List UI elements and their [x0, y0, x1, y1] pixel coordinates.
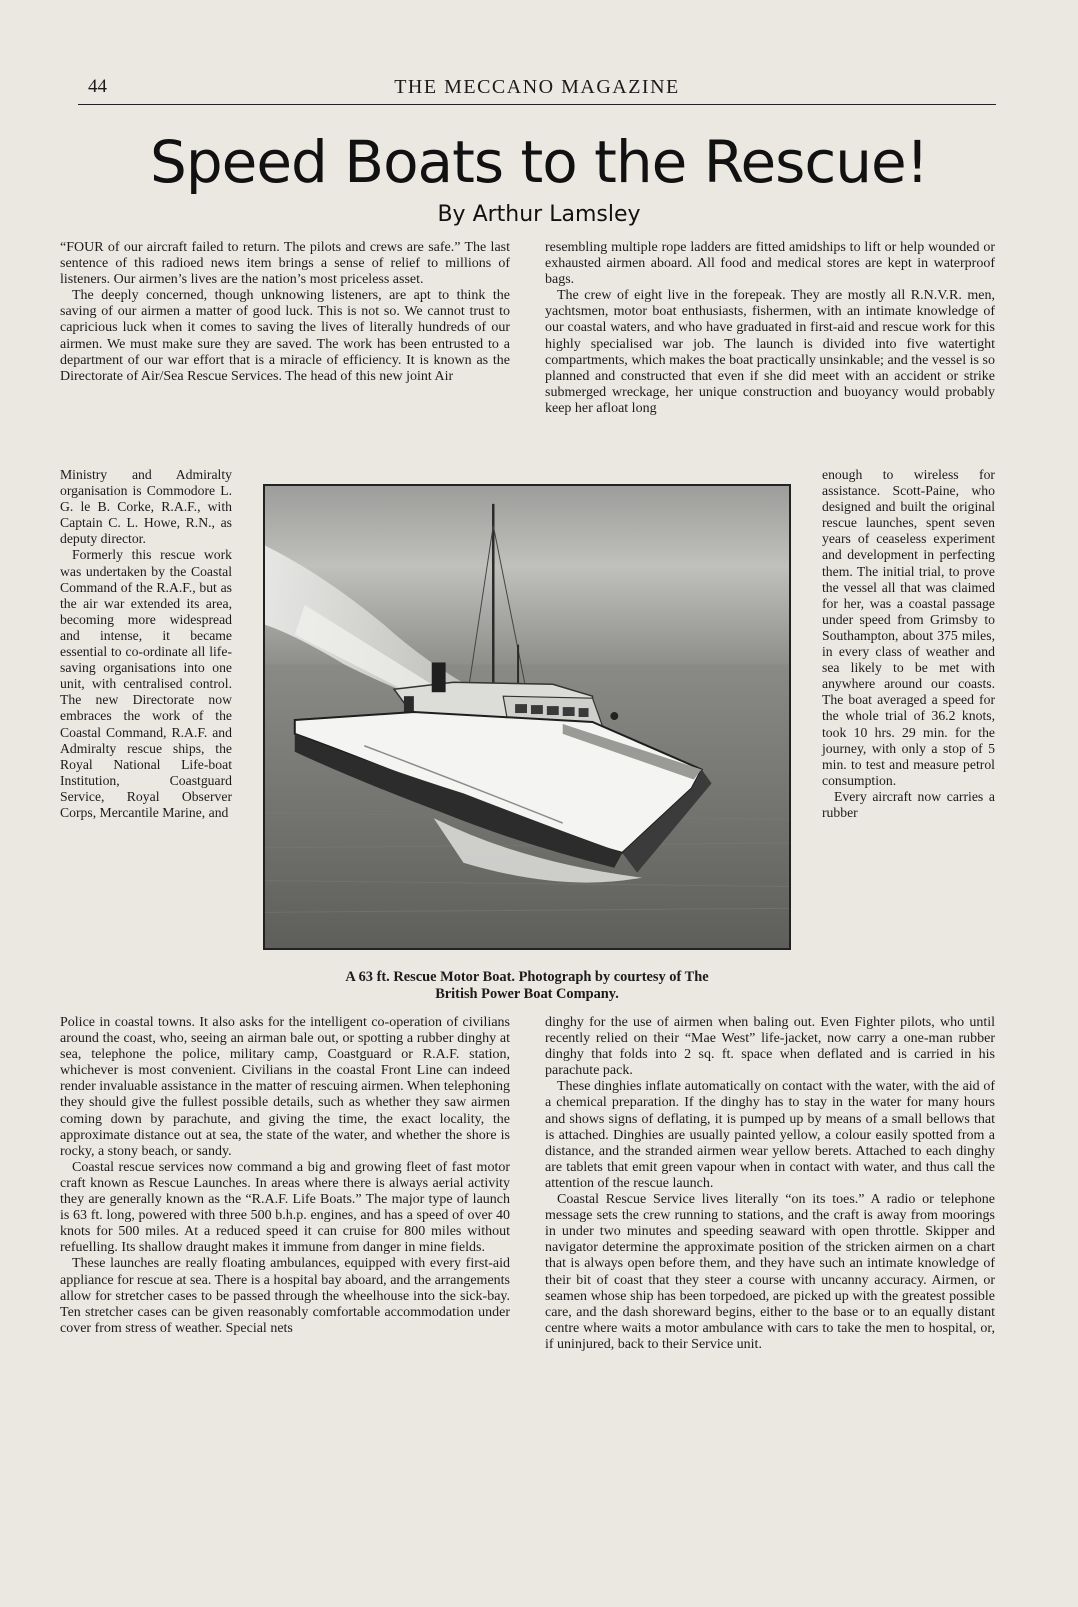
- paragraph: The crew of eight live in the forepeak. They are mostly all R.N.V.R. men, yachtsmen, motor boat enthusiasts, fishermen, with an intimate knowledge of our coastal waters, and who have graduated in first-aid and rescue work for this highly specialised war job. The launch is divided into five watertight compartments, which makes the boat practically unsinkable; and the vessel is so planned and constructed that even if she did meet with an accident or strike submerged wreckage, her unique construction and buoyancy would probably keep her afloat long: [545, 288, 995, 416]
- magazine-title: THE MECCANO MAGAZINE: [394, 76, 680, 98]
- photo-caption-line-1: A 63 ft. Rescue Motor Boat. Photograph by courtesy of The: [345, 969, 709, 985]
- paragraph: Ministry and Admiralty organisation is Commodore L. G. le B. Corke, R.A.F., with Captain C. L. Howe, R.N., as deputy director.: [60, 467, 232, 547]
- paragraph: Coastal rescue services now command a big and growing fleet of fast motor craft known as Rescue Launches. In areas where there is always aerial activity they are generally known as the “R.A.F. Life Boats.” The major type of launch is 63 ft. long, powered with three 500 b.h.p. engines, and has a speed of over 40 knots for 500 miles. At a reduced speed it can cruise for 800 miles without refuelling. Its shallow draught makes it immune from danger in mine fields.: [60, 1159, 510, 1256]
- paragraph: Police in coastal towns. It also asks for the intelligent co-operation of civilians around the coast, who, seeing an airman bale out, or spotting a rubber dinghy at sea, telephone the police, military camp, Coastguard or R.A.F. station, whichever is most convenient. Civilians in the coastal Front Line can indeed render invaluable assistance in the matter of rescuing airmen. When telephoning they should give the fullest possible details, such as whether they saw airmen coming down by parachute, and giving the time, the exact locality, the approximate distance out at sea, the state of the water, and whether the shore is rocky, a stony beach, or sandy.: [60, 1015, 510, 1159]
- text-left-top: [60, 240, 510, 385]
- paragraph: resembling multiple rope ladders are fitted amidships to lift or help wounded or exhausted airmen aboard. All food and medical stores are kept in waterproof bags.: [545, 240, 995, 288]
- text-right-top: [545, 240, 995, 417]
- paragraph: “FOUR of our aircraft failed to return. The pilots and crews are safe.” The last sentence of this radioed news item brings a sense of relief to millions of listeners. Our airmen’s lives are the nation’s most priceless asset.: [60, 240, 510, 288]
- paragraph: Every aircraft now carries a rubber: [822, 788, 995, 820]
- article-byline: By Arthur Lamsley: [437, 202, 641, 227]
- rescue-boat-photo: [263, 484, 791, 950]
- paragraph: dinghy for the use of airmen when baling out. Even Fighter pilots, who until recently relied on their “Mae West” life-jacket, now carry a one-man rubber dinghy that folds into 2 sq. ft. space when deflated and is carried in his parachute pack.: [545, 1015, 995, 1079]
- text-left-beside-photo: [60, 467, 232, 821]
- rescue-boat-illustration: [265, 486, 789, 948]
- paragraph: Formerly this rescue work was undertaken by the Coastal Command of the R.A.F., but as the air war extended its area, becoming more widespread and intense, it became essential to co-ordinate all life-saving organisations into one unit, with centralised control. The new Directorate now embraces the work of the Coastal Command, R.A.F. and Admiralty rescue ships, the Royal National Life-boat Institution, Coastguard Service, Royal Observer Corps, Mercantile Marine, and: [60, 547, 232, 820]
- paragraph: These launches are really floating ambulances, equipped with every first-aid appliance for rescue at sea. There is a hospital bay aboard, and the arrangements allow for stretcher cases to be passed through the wheelhouse into the sick-bay. Ten stretcher cases can be given reasonably comfortable accommodation under cover from stress of weather. Special nets: [60, 1256, 510, 1336]
- paragraph: Coastal Rescue Service lives literally “on its toes.” A radio or telephone message sets the crew running to stations, and the craft is away from moorings in under two minutes and speeding seaward with open throttle. Skipper and navigator determine the approximate position of the stricken airmen on a chart that is always open before them, and they have such an intimate knowledge of their bit of coast that they steer a course with uncanny accuracy. Airmen, or seamen whose ship has been torpedoed, are picked up with the greatest possible care, and the dash shoreward begins, either to the base or to an equally distant centre where waits a motor ambulance with cars to take the men to hospital, or, if uninjured, back to their Service unit.: [545, 1192, 995, 1352]
- paragraph: The deeply concerned, though unknowing listeners, are apt to think the saving of our airmen a matter of good luck. This is not so. We cannot trust to capricious luck when it comes to saving the lives of literally hundreds of our airmen. We must make sure they are saved. The work has been entrusted to a department of our war effort that is a miracle of efficiency. It is known as the Directorate of Air/Sea Rescue Services. The head of this new joint Air: [60, 288, 510, 384]
- paragraph: These dinghies inflate automatically on contact with the water, with the aid of a chemical preparation. If the dinghy has to stay in the water for many hours and shows signs of deflating, it is pumped up by means of a small bellows that is attached. Dinghies are usually painted yellow, a colour easily spotted from a distance, and the stranded airmen wear yellow berets. Attached to each dinghy are tablets that emit green vapour when in contact with water, and thus call the attention of the rescue launch.: [545, 1079, 995, 1191]
- photo-caption: [263, 969, 791, 1003]
- page-header: [78, 70, 996, 105]
- text-left-bottom: [60, 1015, 510, 1337]
- text-right-bottom: [545, 1015, 995, 1353]
- text-right-beside-photo: [822, 467, 995, 821]
- paragraph: enough to wireless for assistance. Scott-Paine, who designed and built the original rescue launches, spent seven years of ceaseless experiment and development in perfecting them. The initial trial, to prove the vessel all that was claimed for her, was a coastal passage under speed from Grimsby to Southampton, about 375 miles, in every class of weather and sea likely to be met with anywhere around our coasts. The boat averaged a speed for the whole trial of 36.2 knots, took 10 hrs. 29 min. for the journey, with only a stop of 5 min. to test and measure petrol consumption.: [822, 467, 995, 788]
- article-headline: Speed Boats to the Rescue!: [150, 128, 928, 196]
- photo-caption-line-2: British Power Boat Company.: [435, 986, 619, 1002]
- page-number: 44: [88, 76, 107, 97]
